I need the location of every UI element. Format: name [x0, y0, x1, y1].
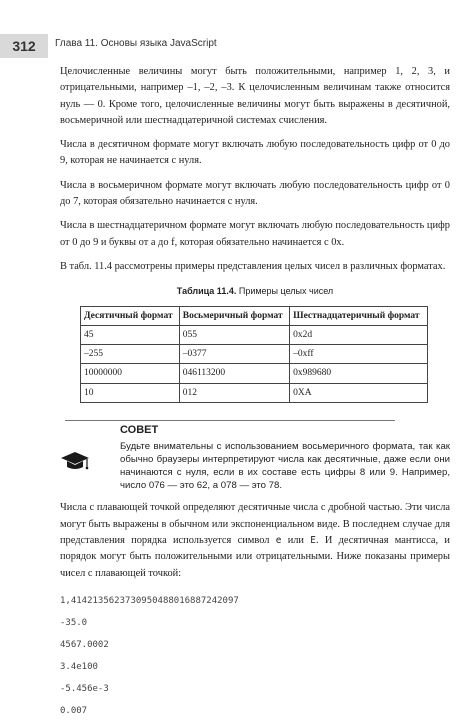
- table-row: [81, 383, 428, 402]
- table-header-cell: Десятичный формат: [81, 306, 180, 325]
- table-cell: 0x989680: [290, 364, 428, 383]
- table-caption: [60, 283, 450, 299]
- paragraph-float: [60, 500, 450, 581]
- code-line: 3.4e100: [60, 661, 98, 672]
- chapter-title: Глава 11. Основы языка JavaScript: [55, 38, 217, 49]
- paragraph-table-intro: В табл. 11.4 рассмотрены примеры представления целых чисел в различных форматах.: [60, 260, 446, 272]
- code-line: -5.456e-3: [60, 683, 109, 694]
- table-header-row: [81, 306, 428, 325]
- graduation-cap-icon: [60, 450, 90, 470]
- table-caption-label: Таблица 11.4.: [176, 286, 237, 297]
- code-line: -35.0: [60, 617, 88, 628]
- table-caption-text: Примеры целых чисел: [238, 286, 334, 297]
- paragraph-octal: Числа в восьмеричном формате могут включать любую последовательность цифр от 0 до 7, которая обязательно начинается с нуля.: [60, 179, 450, 208]
- page-header: [0, 0, 468, 54]
- table-cell: 055: [179, 325, 289, 344]
- page-body: [60, 64, 450, 722]
- table-cell: 0x2d: [290, 325, 428, 344]
- table-header-cell: Восьмеричный формат: [179, 306, 289, 325]
- table-row: [81, 345, 428, 364]
- float-text-1: Числа с плавающей точкой определяют десятичные числа с дробной частью. Эти числа могут быть выражены в обычном или экспоненциальном виде. В последнем случае для представления порядка используется символ: [60, 502, 450, 546]
- table-cell: 012: [179, 383, 289, 402]
- table-cell: –255: [81, 345, 180, 364]
- integer-examples-table: [80, 306, 428, 403]
- page-number: 312: [0, 34, 48, 58]
- code-line: 4567.0002: [60, 639, 109, 650]
- table-cell: 45: [81, 325, 180, 344]
- table-row: [81, 364, 428, 383]
- code-line: 0.007: [60, 705, 88, 716]
- table-header-cell: Шестнадцатеричный формат: [290, 306, 428, 325]
- table-cell: –0xff: [290, 345, 428, 364]
- inline-code-E: E: [310, 534, 316, 546]
- paragraph-integers: Целочисленные величины могут быть положительными, например 1, 2, 3, и отрицательными, например –1, –2, –3. К целочисленным величинам также относится нуль — 0. Кроме того, целочисленные величины могут быть выражены в десятичной, восьмеричной или шестнадцатеричной системах счисления.: [60, 66, 450, 126]
- advice-divider: [65, 420, 395, 421]
- paragraph-decimal: Числа в десятичном формате могут включать любую последовательность цифр от 0 до 9, которая не начинается с нуля.: [60, 139, 450, 167]
- table-cell: 0XA: [290, 383, 428, 402]
- paragraph-hex: Числа в шестнадцатеричном формате могут включать любую последовательность цифр от 0 до 9 и буквы от a до f, которая обязательно начинается с 0x.: [60, 220, 450, 248]
- float-text-2: или: [287, 534, 304, 546]
- advice-box: [60, 420, 450, 492]
- table-cell: 10000000: [81, 364, 180, 383]
- code-line: 1,4142135623730950488016887242097: [60, 595, 239, 606]
- table-cell: 10: [81, 383, 180, 402]
- inline-code-e: e: [275, 534, 282, 546]
- advice-text: Будьте внимательны с использованием восьмеричного формата, так как обычно браузеры интерпретируют числа как десятичные, даже если они начинаются с нуля, если в их составе есть цифры 8 или 9. Например, число 076 — это 62, а 078 — это 78.: [120, 441, 450, 492]
- float-text-3: . И десятичная мантисса, и порядок могут быть положительными или отрицательными. Ниже показаны примеры чисел с плавающей точкой:: [60, 534, 450, 579]
- table-cell: –0377: [179, 345, 289, 364]
- advice-title: СОВЕТ: [120, 424, 159, 437]
- float-examples-code: [60, 590, 450, 722]
- table-row: [81, 325, 428, 344]
- table-cell: 046113200: [179, 364, 289, 383]
